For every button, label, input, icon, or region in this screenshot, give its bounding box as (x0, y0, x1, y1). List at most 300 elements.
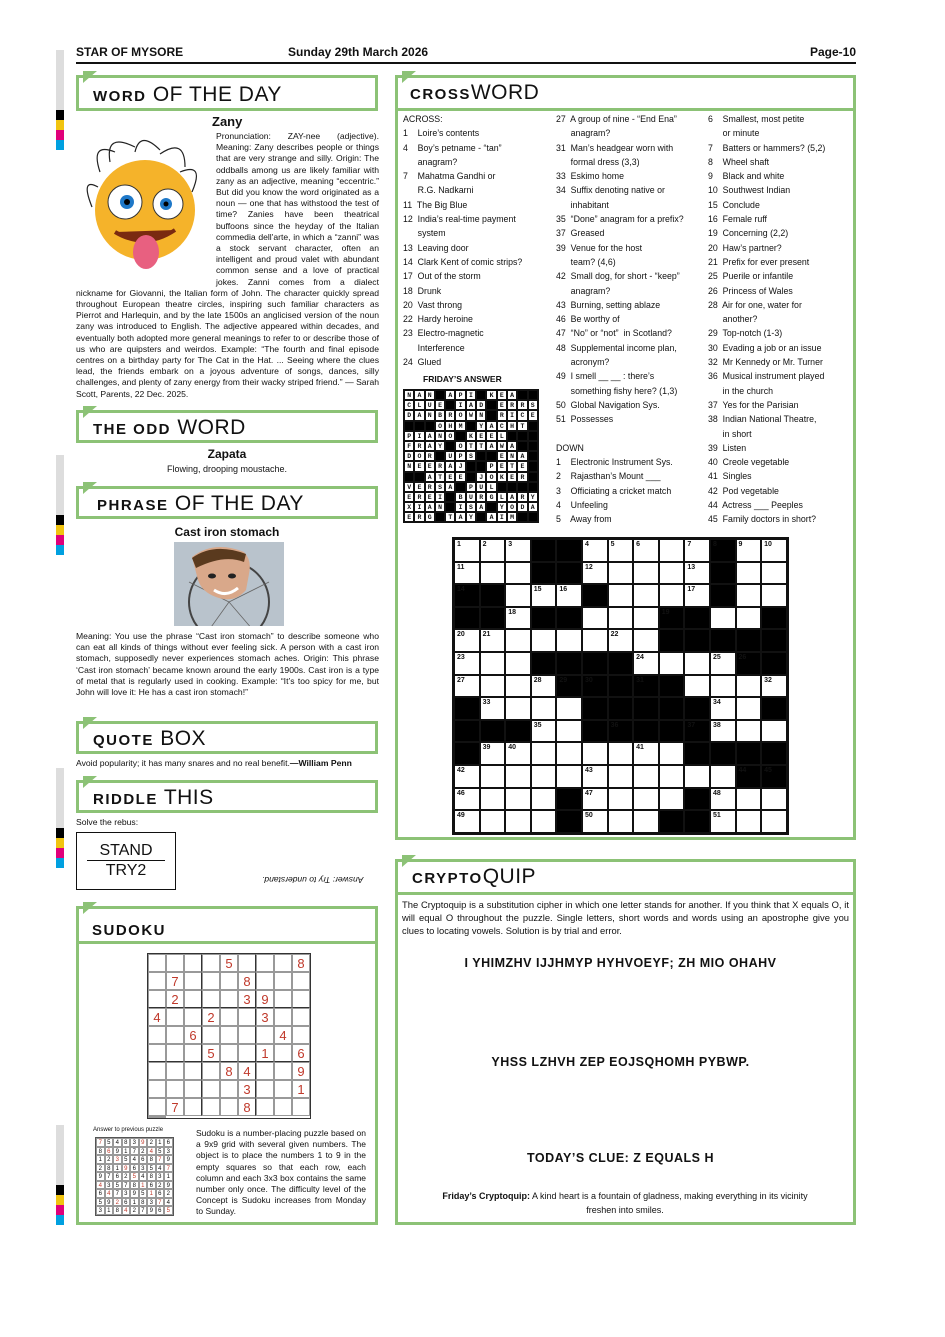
man-biting-bicycle-photo (174, 542, 284, 626)
friday-answer-cell: D (517, 502, 527, 512)
clue-number: 13 (687, 563, 696, 571)
sudoku-cell[interactable] (256, 954, 274, 972)
sudoku-cell[interactable]: 9 (256, 990, 274, 1008)
sudoku-cell[interactable]: 8 (238, 1098, 256, 1116)
crossword-cell[interactable] (582, 607, 608, 630)
crossword-cell[interactable] (480, 810, 506, 833)
sudoku-answer-cell: 6 (147, 1181, 156, 1190)
crossword-cell[interactable] (505, 810, 531, 833)
crossword-black-cell (684, 742, 710, 765)
clue-number: 9 (738, 541, 743, 548)
crossword-black-cell (761, 607, 787, 630)
crossword-cell[interactable] (736, 562, 762, 585)
crossword-cell[interactable] (684, 584, 710, 607)
crossword-cell[interactable] (556, 742, 582, 765)
sudoku-answer-cell: 7 (164, 1164, 173, 1173)
crossword-cell[interactable] (761, 720, 787, 743)
friday-answer-cell: J (476, 472, 486, 482)
sudoku-cell[interactable] (166, 1080, 184, 1098)
crossword-cell[interactable] (684, 539, 710, 562)
clue-number: 16 (559, 586, 568, 594)
crossword-cell[interactable] (659, 765, 685, 788)
clue-number: 45 (764, 766, 772, 774)
sudoku-cell[interactable]: 7 (166, 972, 184, 990)
crossword-black-cell (556, 675, 582, 698)
friday-answer-cell: E (404, 492, 414, 502)
sudoku-cell[interactable] (166, 1044, 184, 1062)
crossword-cell[interactable] (710, 652, 736, 675)
friday-answer-cell (414, 421, 424, 431)
sudoku-answer-cell: 2 (130, 1206, 139, 1215)
crossword-cell[interactable] (736, 720, 762, 743)
clue-number: 7 (687, 541, 692, 548)
odd-meaning: Flowing, drooping moustache. (166, 464, 288, 474)
sudoku-cell[interactable] (256, 1062, 274, 1080)
crossword-cell[interactable] (608, 629, 634, 652)
friday-answer-cell: O (445, 431, 455, 441)
crossword-cell[interactable] (659, 539, 685, 562)
sudoku-cell[interactable]: 9 (292, 1062, 310, 1080)
sudoku-cell[interactable] (148, 990, 166, 1008)
sudoku-cell[interactable] (220, 1044, 238, 1062)
sudoku-cell[interactable] (202, 1062, 220, 1080)
crossword-cell[interactable] (710, 810, 736, 833)
crossword-cell[interactable] (556, 765, 582, 788)
friday-answer-cell (507, 431, 517, 441)
crossword-cell[interactable] (480, 562, 506, 585)
sudoku-cell[interactable] (274, 1098, 292, 1116)
wotd-body: Pronunciation: ZAY-nee (adjective). Meaning: Zany describes people or things that are very strange and silly. Origin: The oddballs among us are likely familiar with zany as an adjective, meaning “eccentric.” But did you know the word originated as a noun — one that has withstood the test of time? Zanies have been theatrical buffoons since the heyday of the Italian commedia dell'arte, in which a “zanni” was a stock servant character, often an intelligent and proud valet with abundant common sense and a love of practical jokes. Zanni comes from a dialect nickname for Giovanni, the Italian form of John. The character quickly spread throughout European theatre circles, inspiring such familiar characters as Pierrot and Harlequin, and by the late 1500s an anglicised version of the noun zany was introduced to English. The adjective appeared within decades, and eventually both adopted more general meanings to refer to or describe those of us who are quipsters and weirdos. Example: “The fourth and final episode centres on a birthday party for The Cat in the Hat. ... Seeing where the clues lead, the friends embark on a joyous adventure of songs, dances, silly challenges, and plenty of zany energy from their wacky striped friend.” — Sarah Scott, Parents, 22 Dec. 2025. (76, 131, 379, 399)
friday-answer-cell: A (466, 400, 476, 410)
friday-answer-cell: A (425, 472, 435, 482)
crossword-cell[interactable] (531, 810, 557, 833)
sudoku-cell[interactable] (292, 972, 310, 990)
sudoku-cell[interactable] (184, 1008, 202, 1026)
sudoku-cell[interactable] (166, 1008, 184, 1026)
clue-number: 39 (482, 744, 491, 752)
sudoku-answer-cell: 8 (139, 1198, 148, 1207)
crossword-cell[interactable] (556, 720, 582, 743)
crossword-cell[interactable] (736, 675, 762, 698)
crossword-cell[interactable] (556, 697, 582, 720)
sudoku-cell[interactable] (220, 990, 238, 1008)
clue-number: 1 (457, 541, 461, 548)
crossword-cell[interactable] (480, 539, 506, 562)
sudoku-cell[interactable] (184, 972, 202, 990)
sudoku-cell[interactable] (274, 1044, 292, 1062)
sudoku-cell[interactable] (184, 1098, 202, 1116)
clue-number: 48 (712, 789, 721, 797)
crossword-cell[interactable] (761, 810, 787, 833)
crossword-black-cell (454, 742, 480, 765)
sudoku-cell[interactable] (220, 1098, 238, 1116)
sudoku-cell[interactable] (184, 1044, 202, 1062)
sudoku-cell[interactable]: 6 (184, 1026, 202, 1044)
friday-answer-cell: A (414, 390, 424, 400)
crossword-cell[interactable] (505, 629, 531, 652)
sudoku-cell[interactable] (256, 1098, 274, 1116)
sudoku-answer-cell: 1 (164, 1172, 173, 1181)
crossword-cell[interactable] (556, 629, 582, 652)
friday-answer-cell: X (404, 502, 414, 512)
crossword-black-cell (531, 539, 557, 562)
sudoku-cell[interactable] (184, 1080, 202, 1098)
crossword-cell[interactable] (454, 810, 480, 833)
friday-answer-cell: O (435, 421, 445, 431)
crossword-cell[interactable] (761, 584, 787, 607)
sudoku-answer-cell: 3 (113, 1155, 122, 1164)
crossword-cell[interactable] (761, 539, 787, 562)
crossword-cell[interactable] (659, 584, 685, 607)
sudoku-cell[interactable] (274, 972, 292, 990)
crossword-cell[interactable] (531, 788, 557, 811)
sudoku-answer-cell: 4 (113, 1138, 122, 1147)
friday-answer-cell: N (435, 431, 445, 441)
crossword-grid[interactable] (452, 537, 789, 835)
cryptoquip-line-1: I YHIMZHV IJJHMYP HYHVOEYF; ZH MIO OHAHV (464, 956, 777, 970)
friday-answer-cell: B (435, 410, 445, 420)
crossword-cell[interactable] (684, 562, 710, 585)
crossword-cell[interactable] (633, 788, 659, 811)
friday-answer-cell: U (445, 451, 455, 461)
friday-answer-cell: I (455, 502, 465, 512)
crossword-cell[interactable] (608, 788, 634, 811)
sudoku-cell[interactable] (148, 972, 166, 990)
friday-answer-cell: E (445, 472, 455, 482)
sudoku-cell[interactable] (238, 1044, 256, 1062)
sudoku-answer-cell: 7 (113, 1189, 122, 1198)
crossword-cell[interactable] (736, 584, 762, 607)
sudoku-cell[interactable] (202, 972, 220, 990)
sudoku-cell[interactable] (292, 1098, 310, 1116)
crossword-black-cell (633, 697, 659, 720)
sudoku-cell[interactable] (292, 990, 310, 1008)
sudoku-answer-cell: 5 (164, 1206, 173, 1215)
sudoku-answer-cell: 2 (164, 1189, 173, 1198)
crossword-cell[interactable] (608, 810, 634, 833)
sudoku-cell[interactable]: 4 (274, 1026, 292, 1044)
sudoku-cell[interactable]: 6 (292, 1044, 310, 1062)
crossword-cell[interactable] (633, 810, 659, 833)
crossword-cell[interactable] (659, 788, 685, 811)
sudoku-cell[interactable] (166, 1062, 184, 1080)
crossword-cell[interactable] (531, 765, 557, 788)
crossword-cell[interactable] (633, 584, 659, 607)
crossword-cell[interactable] (608, 539, 634, 562)
crossword-cell[interactable] (633, 539, 659, 562)
sudoku-cell[interactable] (274, 1008, 292, 1026)
crossword-cell[interactable] (736, 607, 762, 630)
crossword-cell[interactable] (505, 652, 531, 675)
friday-answer-cell: T (435, 472, 445, 482)
friday-answer-cell: R (445, 410, 455, 420)
crossword-cell[interactable] (608, 562, 634, 585)
sudoku-cell[interactable] (274, 990, 292, 1008)
sudoku-cell[interactable] (256, 1026, 274, 1044)
sudoku-cell[interactable] (184, 954, 202, 972)
clue-number: 33 (482, 699, 491, 707)
crossword-black-cell (736, 742, 762, 765)
crossword-cell[interactable] (454, 652, 480, 675)
crossword-cell[interactable] (684, 675, 710, 698)
sudoku-cell[interactable] (148, 1080, 166, 1098)
crossword-cell[interactable] (736, 697, 762, 720)
sudoku-cell[interactable] (238, 954, 256, 972)
sudoku-cell[interactable] (220, 1026, 238, 1044)
crossword-cell[interactable] (505, 788, 531, 811)
crossword-cell[interactable] (710, 697, 736, 720)
crossword-cell[interactable] (633, 652, 659, 675)
friday-answer-cell: P (486, 461, 496, 471)
sudoku-cell[interactable] (238, 1026, 256, 1044)
sudoku-cell[interactable] (292, 1026, 310, 1044)
sudoku-cell[interactable] (148, 1026, 166, 1044)
crossword-cell[interactable] (454, 629, 480, 652)
friday-answer-cell: E (435, 400, 445, 410)
sudoku-cell[interactable]: 5 (202, 1044, 220, 1062)
crossword-cell[interactable] (710, 788, 736, 811)
friday-answer-cell: E (425, 461, 435, 471)
crossword-cell[interactable] (659, 742, 685, 765)
friday-answer-cell: A (507, 492, 517, 502)
sudoku-cell[interactable] (184, 990, 202, 1008)
crossword-cell[interactable] (582, 810, 608, 833)
crossword-cell[interactable] (505, 539, 531, 562)
clue-number: 35 (533, 721, 542, 729)
crossword-black-cell (480, 584, 506, 607)
sudoku-cell[interactable] (148, 1044, 166, 1062)
crossword-cell[interactable] (736, 810, 762, 833)
sudoku-answer-cell: 8 (113, 1206, 122, 1215)
crossword-cell[interactable] (480, 675, 506, 698)
crossword-cell[interactable] (761, 675, 787, 698)
riddle-title: RIDDLE THIS (93, 786, 214, 809)
crossword-black-cell (505, 720, 531, 743)
sudoku-cell[interactable] (292, 1008, 310, 1026)
crossword-cell[interactable] (454, 675, 480, 698)
potd-title-box (76, 486, 378, 519)
crossword-cell[interactable] (659, 652, 685, 675)
sudoku-cell[interactable] (202, 1098, 220, 1116)
sudoku-cell[interactable] (220, 1080, 238, 1098)
sudoku-cell[interactable]: 4 (238, 1062, 256, 1080)
crossword-cell[interactable] (505, 742, 531, 765)
friday-answer-cell: E (507, 472, 517, 482)
crossword-black-cell (556, 810, 582, 833)
friday-answer-cell: R (435, 461, 445, 471)
clue-number: 34 (712, 699, 721, 707)
clue-number: 46 (457, 789, 465, 797)
crossword-black-cell (684, 810, 710, 833)
friday-answer-cell: R (517, 492, 527, 502)
crossword-cell[interactable] (480, 629, 506, 652)
sudoku-answer-cell: 4 (105, 1189, 114, 1198)
sudoku-cell[interactable] (274, 954, 292, 972)
crossword-cell[interactable] (761, 788, 787, 811)
sudoku-cell[interactable] (256, 972, 274, 990)
sudoku-cell[interactable] (148, 1116, 166, 1118)
sudoku-cell[interactable] (202, 1026, 220, 1044)
friday-answer-cell: A (445, 482, 455, 492)
crossword-cell[interactable] (480, 652, 506, 675)
sudoku-cell[interactable] (238, 1008, 256, 1026)
sudoku-cell[interactable] (202, 1080, 220, 1098)
crossword-cell[interactable] (582, 742, 608, 765)
sudoku-cell[interactable]: 3 (238, 990, 256, 1008)
sudoku-answer-cell: 6 (139, 1155, 148, 1164)
sudoku-cell[interactable]: 3 (238, 1080, 256, 1098)
sudoku-answer-cell: 6 (96, 1189, 105, 1198)
sudoku-answer-cell: 6 (113, 1172, 122, 1181)
sudoku-cell[interactable] (202, 954, 220, 972)
crossword-cell[interactable] (531, 675, 557, 698)
friday-answer-cell (486, 502, 496, 512)
crossword-cell[interactable] (684, 652, 710, 675)
clue-number: 42 (457, 766, 465, 774)
sudoku-answer-cell: 5 (156, 1147, 165, 1156)
sudoku-cell[interactable] (220, 972, 238, 990)
sudoku-cell[interactable]: 5 (220, 954, 238, 972)
crossword-black-cell (531, 562, 557, 585)
crossword-cell[interactable] (505, 697, 531, 720)
sudoku-cell[interactable] (202, 990, 220, 1008)
sudoku-answer-cell: 7 (105, 1172, 114, 1181)
crossword-cell[interactable] (710, 675, 736, 698)
crossword-black-cell (710, 562, 736, 585)
friday-answer-cell: N (404, 390, 414, 400)
sudoku-cell[interactable] (274, 1062, 292, 1080)
sudoku-cell[interactable]: 2 (202, 1008, 220, 1026)
sudoku-cell[interactable] (148, 1098, 166, 1116)
crossword-cell[interactable] (761, 562, 787, 585)
sudoku-cell[interactable] (148, 954, 166, 972)
friday-answer-cell: N (507, 451, 517, 461)
crossword-cell[interactable] (608, 742, 634, 765)
friday-answer-cell (455, 482, 465, 492)
crossword-cell[interactable] (531, 584, 557, 607)
crossword-cell[interactable] (531, 742, 557, 765)
crossword-cell[interactable] (633, 765, 659, 788)
friday-answer-cell (466, 421, 476, 431)
clue-number: 19 (661, 608, 670, 616)
crossword-cell[interactable] (608, 765, 634, 788)
crossword-cell[interactable] (531, 629, 557, 652)
crossword-cell[interactable] (736, 539, 762, 562)
friday-answer-cell: E (414, 461, 424, 471)
sudoku-cell[interactable] (166, 954, 184, 972)
crossword-cell[interactable] (608, 607, 634, 630)
crossword-cell[interactable] (480, 697, 506, 720)
crossword-cell[interactable] (480, 765, 506, 788)
crossword-cell[interactable] (608, 584, 634, 607)
crossword-black-cell (582, 720, 608, 743)
sudoku-answer-cell: 7 (96, 1138, 105, 1147)
sudoku-cell[interactable]: 8 (292, 954, 310, 972)
friday-answer-cell: P (455, 390, 465, 400)
sudoku-description: Sudoku is a number-placing puzzle based on a 9x9 grid with several given numbers. The object is to place the numbers 1 to 9 in the empty squares so that each row, each column and each 3x3 box contains the same number only once. The difficulty level of the Concept is Sudoku increases from Monday to Sunday. (196, 1128, 366, 1217)
crossword-cell[interactable] (633, 607, 659, 630)
crossword-cell[interactable] (582, 629, 608, 652)
sudoku-cell[interactable]: 2 (166, 990, 184, 1008)
sudoku-cell[interactable] (220, 1008, 238, 1026)
crossword-cell[interactable] (710, 607, 736, 630)
sudoku-cell[interactable] (184, 1062, 202, 1080)
crossword-cell[interactable] (454, 788, 480, 811)
crossword-black-cell (480, 720, 506, 743)
sudoku-cell[interactable]: 1 (256, 1044, 274, 1062)
sudoku-answer-cell: 9 (164, 1181, 173, 1190)
crossword-cell[interactable] (556, 584, 582, 607)
sudoku-cell[interactable]: 8 (220, 1062, 238, 1080)
sudoku-cell[interactable] (166, 1026, 184, 1044)
crossword-cell[interactable] (710, 720, 736, 743)
crossword-cell[interactable] (633, 742, 659, 765)
crossword-cell[interactable] (505, 765, 531, 788)
crossword-cell[interactable] (505, 675, 531, 698)
crossword-cell[interactable] (480, 742, 506, 765)
sudoku-cell[interactable] (148, 1062, 166, 1080)
friday-answer-cell: E (455, 472, 465, 482)
sudoku-answer-cell: 6 (156, 1206, 165, 1215)
sudoku-answer-cell: 9 (139, 1138, 148, 1147)
sudoku-cell[interactable]: 4 (148, 1008, 166, 1026)
crossword-cell[interactable] (505, 562, 531, 585)
friday-answer-cell: M (455, 421, 465, 431)
crossword-cell[interactable] (582, 539, 608, 562)
crossword-cell[interactable] (633, 629, 659, 652)
friday-answer-cell: U (476, 482, 486, 492)
crossword-cell[interactable] (531, 720, 557, 743)
riddle-title-box (76, 780, 378, 813)
sudoku-grid[interactable] (147, 953, 311, 1119)
sudoku-cell[interactable]: 1 (292, 1080, 310, 1098)
sudoku-cell[interactable] (256, 1080, 274, 1098)
sudoku-cell[interactable]: 8 (238, 972, 256, 990)
sudoku-answer-cell: 9 (164, 1155, 173, 1164)
crossword-cell[interactable] (582, 562, 608, 585)
crossword-cell[interactable] (736, 788, 762, 811)
crossword-cell[interactable] (480, 788, 506, 811)
friday-answer-cell (486, 410, 496, 420)
friday-answer-cell (517, 431, 527, 441)
crossword-cell[interactable] (505, 584, 531, 607)
crossword-cell[interactable] (710, 765, 736, 788)
crossword-black-cell (659, 607, 685, 630)
crossword-cell[interactable] (505, 607, 531, 630)
crossword-cell[interactable] (454, 765, 480, 788)
crossword-cell[interactable] (659, 562, 685, 585)
crossword-black-cell (582, 584, 608, 607)
crossword-cell[interactable] (582, 765, 608, 788)
sudoku-cell[interactable]: 7 (166, 1098, 184, 1116)
sudoku-answer-cell: 3 (122, 1189, 131, 1198)
crossword-cell[interactable] (454, 562, 480, 585)
sudoku-cell[interactable] (274, 1080, 292, 1098)
crossword-cell[interactable] (531, 697, 557, 720)
crossword-cell[interactable] (684, 765, 710, 788)
sudoku-answer-cell: 1 (96, 1155, 105, 1164)
clue-number: 15 (533, 586, 542, 594)
clue-number: 32 (764, 676, 772, 684)
sudoku-cell[interactable]: 3 (256, 1008, 274, 1026)
clue-number: 49 (457, 812, 465, 820)
crossword-cell[interactable] (633, 562, 659, 585)
friday-answer-cell: A (507, 390, 517, 400)
friday-answer-cell: R (425, 451, 435, 461)
crossword-black-cell (659, 675, 685, 698)
crossword-cell[interactable] (582, 788, 608, 811)
crossword-cell[interactable] (454, 539, 480, 562)
